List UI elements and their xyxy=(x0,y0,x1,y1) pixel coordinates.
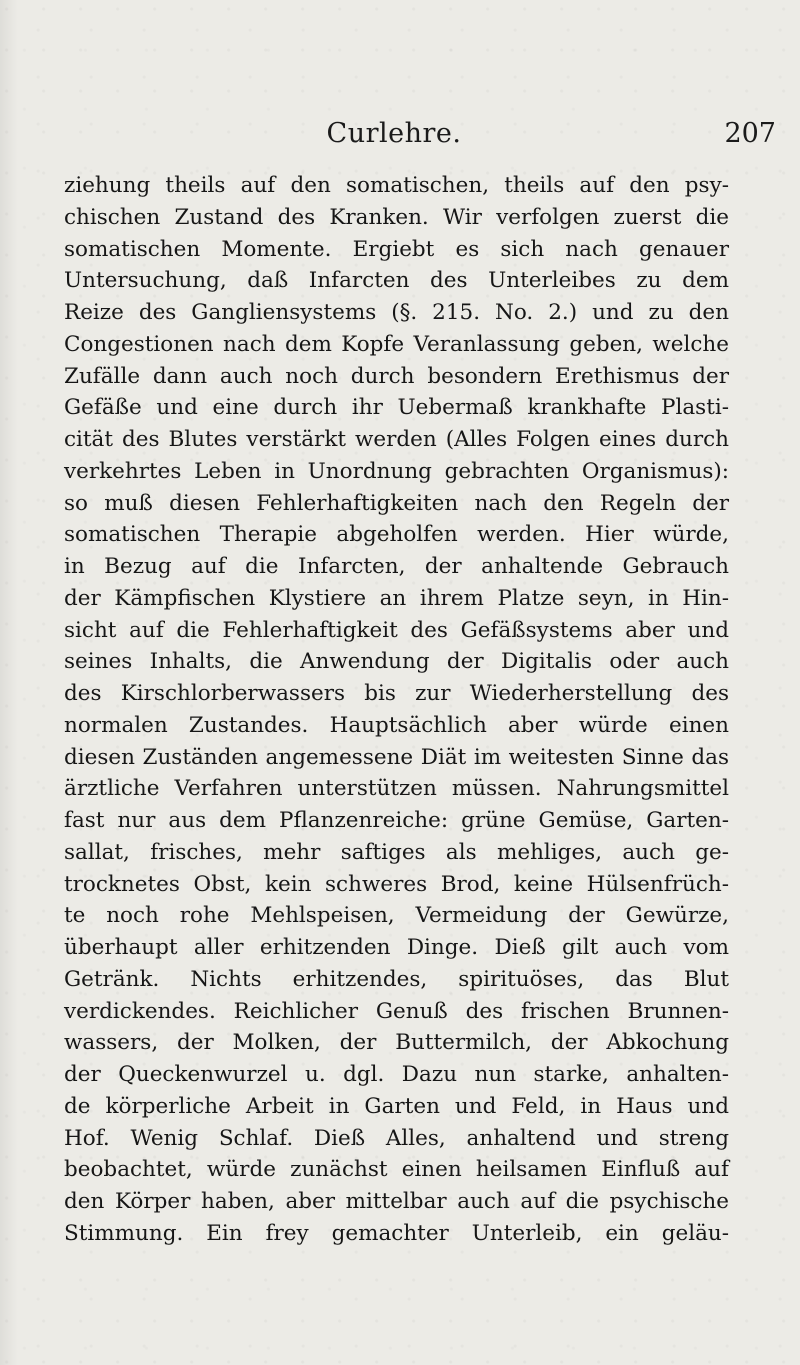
text-line: wassers, der Molken, der Buttermilch, der Abkochung xyxy=(64,1030,729,1056)
text-line: ziehung theils auf den somatischen, theils auf den psy- xyxy=(64,173,729,198)
text-line: überhaupt aller erhitzenden Dinge. Dieß gilt auch vom xyxy=(64,935,729,960)
text-line: sicht auf die Fehlerhaftigkeit des Gefäßsystems aber und xyxy=(64,617,729,643)
text-line: beobachtet, würde zunächst einen heilsamen Einfluß auf xyxy=(64,1157,729,1183)
text-line: den Körper haben, aber mittelbar auch auf die psychische xyxy=(64,1189,729,1214)
text-line: des Kirschlorberwassers bis zur Wiederherstellung des xyxy=(64,681,729,706)
text-line: cität des Blutes verstärkt werden (Alles Folgen eines durch xyxy=(64,427,729,452)
text-line: in Bezug auf die Infarcten, der anhaltende Gebrauch xyxy=(64,554,729,579)
text-line: Gefäße und eine durch ihr Uebermaß krankhafte Plasti- xyxy=(64,395,729,421)
text-line: Stimmung. Ein frey gemachter Unterleib, ein geläu- xyxy=(64,1220,729,1246)
text-line: Zufälle dann auch noch durch besondern Erethismus der xyxy=(64,363,729,389)
text-line: sallat, frisches, mehr saftiges als mehliges, auch ge- xyxy=(64,839,729,865)
text-line: verdickendes. Reichlicher Genuß des frischen Brunnen- xyxy=(64,998,729,1024)
text-line: ärztliche Verfahren unterstützen müssen. Nahrungsmittel xyxy=(64,776,729,802)
running-head-title: Curlehre. xyxy=(326,118,462,149)
text-line: somatischen Momente. Ergiebt es sich nach genauer xyxy=(64,236,729,262)
text-line: trocknetes Obst, kein schweres Brod, keine Hülsenfrüch- xyxy=(64,871,729,897)
text-line: chischen Zustand des Kranken. Wir verfolgen zuerst die xyxy=(64,204,729,230)
text-line: so muß diesen Fehlerhaftigkeiten nach den Regeln der xyxy=(64,490,729,516)
running-head xyxy=(64,118,776,158)
text-line: seines Inhalts, die Anwendung der Digitalis oder auch xyxy=(64,649,729,675)
page-number: 207 xyxy=(724,118,776,149)
text-line: der Kämpfischen Klystiere an ihrem Platze seyn, in Hin- xyxy=(64,585,729,611)
text-line: somatischen Therapie abgeholfen werden. Hier würde, xyxy=(64,522,729,548)
text-line: der Queckenwurzel u. dgl. Dazu nun starke, anhalten- xyxy=(64,1062,729,1087)
text-line: Getränk. Nichts erhitzendes, spirituöses, das Blut xyxy=(64,966,729,992)
text-line: Hof. Wenig Schlaf. Dieß Alles, anhaltend und streng xyxy=(64,1125,729,1151)
text-line: de körperliche Arbeit in Garten und Feld, in Haus und xyxy=(64,1093,729,1119)
body-text xyxy=(64,170,729,1250)
text-line: Reize des Gangliensystems (§. 215. No. 2.) und zu den xyxy=(64,300,729,325)
text-line: normalen Zustandes. Hauptsächlich aber würde einen xyxy=(64,712,729,738)
text-line: fast nur aus dem Pflanzenreiche: grüne Gemüse, Garten- xyxy=(64,808,729,833)
text-line: te noch rohe Mehlspeisen, Vermeidung der Gewürze, xyxy=(64,903,729,929)
text-line: Congestionen nach dem Kopfe Veranlassung geben, welche xyxy=(64,331,729,357)
text-line: Untersuchung, daß Infarcten des Unterleibes zu dem xyxy=(64,268,729,294)
text-line: diesen Zuständen angemessene Diät im weitesten Sinne das xyxy=(64,744,729,770)
text-line: verkehrtes Leben in Unordnung gebrachten Organismus): xyxy=(64,458,729,484)
